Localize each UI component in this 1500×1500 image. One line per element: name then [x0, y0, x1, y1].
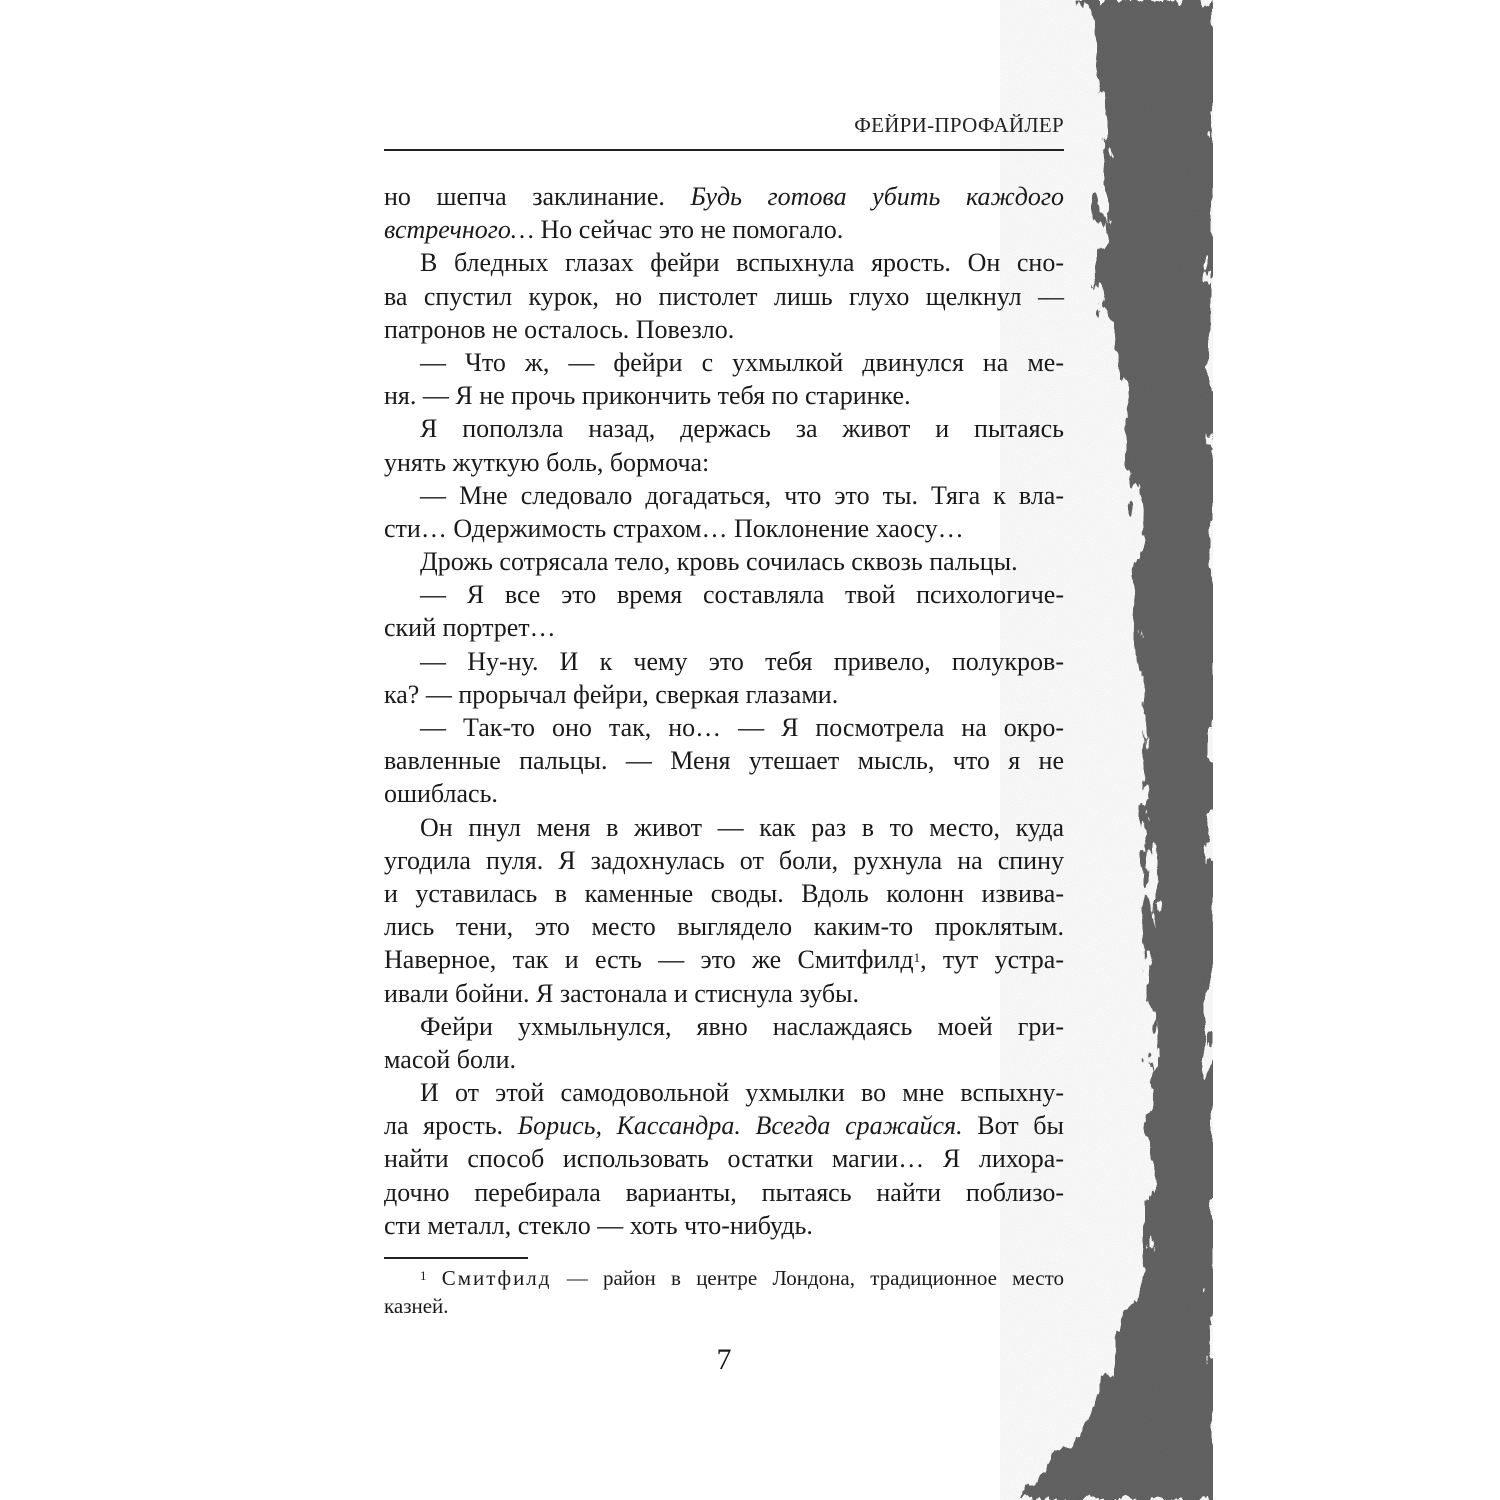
text-span: Наверное, так и есть — это же Смитфилд: [384, 945, 914, 975]
text-line: [384, 1010, 1064, 1043]
text-span: ивали бойни. Я застонала и стиснула зубы.: [384, 978, 860, 1008]
footnote-term: Смитфилд: [441, 1266, 552, 1290]
text-line: [384, 1142, 1064, 1175]
header-rule: [384, 149, 1064, 151]
running-header: ФЕЙРИ-ПРОФАЙЛЕР: [854, 113, 1064, 137]
text-line: [384, 1209, 1064, 1242]
text-line: [384, 479, 1064, 512]
footnote-line-2: казней.: [384, 1294, 449, 1318]
text-line: [384, 545, 1064, 578]
text-line: [384, 412, 1064, 445]
text-span: Я поползла назад, держась за живот и пытаясь: [420, 414, 1064, 444]
text-span: лись тени, это место выглядело каким-то проклятым.: [384, 912, 1064, 942]
text-span: ка? — прорычал фейри, сверкая глазами.: [384, 679, 839, 709]
footnote-rule: [384, 1257, 528, 1259]
text-span: ский портрет…: [384, 613, 556, 643]
text-span: Вот бы: [962, 1111, 1065, 1141]
text-span: В бледных глазах фейри вспыхнула ярость. Он сно-: [420, 248, 1064, 278]
text-span: ва спустил курок, но пистолет лишь глухо щелкнул —: [384, 281, 1064, 311]
text-line: [384, 1043, 1064, 1076]
footnote-line-1: [384, 1264, 1064, 1292]
text-line: [384, 678, 1064, 711]
text-span: — Что ж, — фейри с ухмылкой двинулся на ме-: [420, 347, 1064, 377]
text-line: [384, 346, 1064, 379]
text-span: ня. — Я не прочь прикончить тебя по старинке.: [384, 381, 911, 411]
text-line: [384, 379, 1064, 412]
text-span: Фейри ухмыльнулся, явно наслаждаясь моей гри-: [420, 1011, 1064, 1041]
text-span: сти металл, стекло — хоть что-нибудь.: [384, 1210, 813, 1240]
text-span: угодила пуля. Я задохнулась от боли, рухнула на спину: [384, 845, 1064, 875]
text-span: вавленные пальцы. — Меня утешает мысль, что я не: [384, 746, 1064, 776]
footnote: [384, 1264, 1064, 1320]
text-line: [384, 578, 1064, 611]
text-line: [384, 446, 1064, 479]
text-line: [384, 1076, 1064, 1109]
text-line: [384, 611, 1064, 644]
text-line: [384, 811, 1064, 844]
text-span: и уставилась в каменные своды. Вдоль колонн извива-: [384, 878, 1064, 908]
text-line: [384, 910, 1064, 943]
text-span: дочно перебирала варианты, пытаясь найти поблизо-: [384, 1177, 1064, 1207]
text-line: [384, 1176, 1064, 1209]
text-span: сти… Одержимость страхом… Поклонение хаосу…: [384, 513, 964, 543]
text-line: [384, 180, 1064, 213]
footnote-marker: 1: [420, 1268, 427, 1283]
page-number: 7: [716, 1343, 732, 1376]
italic-text: встречного…: [384, 215, 535, 245]
text-span: — Я все это время составляла твой психологиче-: [420, 580, 1064, 610]
text-span: Но сейчас это не помогало.: [534, 215, 844, 245]
text-span: унять жуткую боль, бормоча:: [384, 447, 710, 477]
text-span: — Мне следовало догадаться, что это ты. Тяга к вла-: [420, 480, 1064, 510]
text-line: [384, 744, 1064, 777]
text-line: [384, 777, 1064, 810]
text-span: но шепча заклинание.: [384, 182, 691, 211]
text-span: — Ну-ну. И к чему это тебя привело, полукров-: [420, 646, 1064, 676]
text-line: [384, 645, 1064, 678]
text-span: Он пнул меня в живот — как раз в то место, куда: [420, 812, 1064, 842]
text-span: , тут устра-: [920, 945, 1064, 975]
italic-text: Будь готова убить каждого: [690, 182, 1064, 211]
text-span: масой боли.: [384, 1044, 517, 1074]
text-line: [384, 313, 1064, 346]
footnote-definition: — район в центре Лондона, традиционное место: [551, 1266, 1064, 1290]
text-line: [384, 246, 1064, 279]
text-line: [384, 512, 1064, 545]
text-span: Дрожь сотрясала тело, кровь сочилась сквозь пальцы.: [420, 547, 1018, 577]
italic-text: Борись, Кассандра. Всегда сражайся.: [517, 1111, 963, 1141]
text-line: [384, 977, 1064, 1010]
text-line: [384, 280, 1064, 313]
body-text: [384, 180, 1064, 1242]
footnote-reference: 1: [913, 950, 921, 966]
text-line: [384, 213, 1064, 246]
text-line: [384, 711, 1064, 744]
text-line: [384, 1109, 1064, 1142]
text-span: ошиблась.: [384, 779, 498, 809]
text-line: [384, 943, 1064, 976]
text-span: патронов не осталось. Повезло.: [384, 314, 735, 344]
text-span: ла ярость.: [384, 1111, 518, 1141]
text-span: найти способ использовать остатки магии… Я лихора-: [384, 1144, 1064, 1174]
text-span: И от этой самодовольной ухмылки во мне вспыхну-: [420, 1078, 1064, 1108]
text-span: — Так-то оно так, но… — Я посмотрела на окро-: [420, 713, 1064, 742]
text-line: [384, 844, 1064, 877]
text-line: [384, 877, 1064, 910]
